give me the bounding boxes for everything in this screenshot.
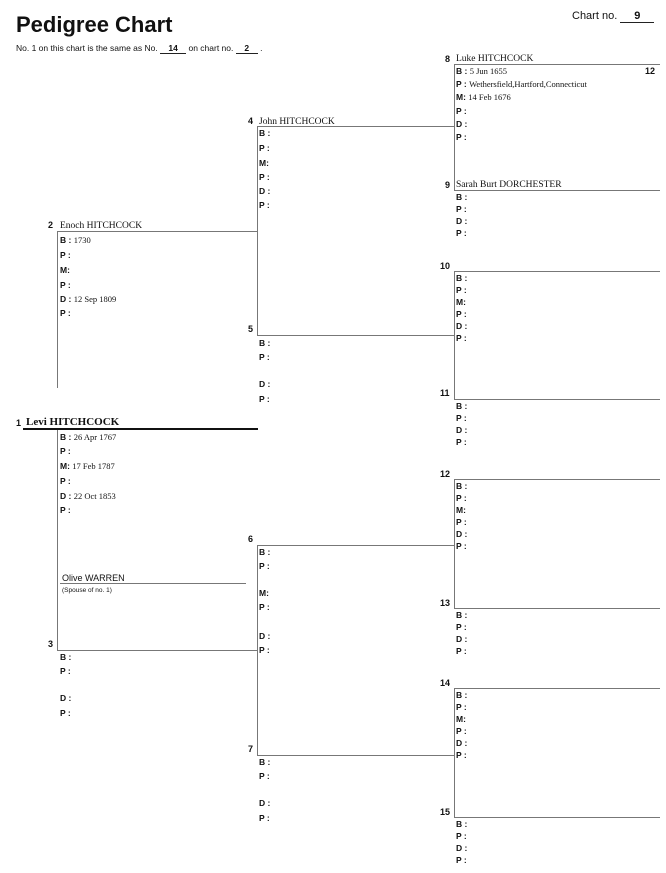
- person-3-birth-label: B :: [60, 652, 72, 662]
- chart-number-value: 9: [620, 10, 654, 23]
- person-12-number: 12: [440, 469, 451, 479]
- person-4-birth-label: B :: [259, 128, 271, 138]
- person-10-marriage-place-label: P :: [456, 309, 467, 319]
- person-5-number: 5: [248, 324, 254, 334]
- person-8-number: 8: [445, 54, 451, 64]
- person-8-marriage-place-label: P :: [456, 106, 467, 116]
- person-11-birth-label: B :: [456, 401, 468, 411]
- person-8-birth-place: [456, 79, 587, 89]
- page-title: Pedigree Chart: [16, 12, 173, 37]
- person-7-birth-place-label: P :: [259, 771, 270, 781]
- person-1-death: [60, 491, 116, 501]
- person-8-birth: [456, 66, 507, 76]
- person-14-death-place-label: P :: [456, 750, 467, 760]
- person-2-birth: [60, 235, 91, 245]
- person-3-death-place-label: P :: [60, 708, 71, 718]
- person-5-birth-label: B :: [259, 338, 271, 348]
- person-5-death-label: D :: [259, 379, 271, 389]
- person-10-death-label: D :: [456, 321, 468, 331]
- person-12-birth-label: B :: [456, 481, 468, 491]
- person-4-name: John HITCHCOCK: [259, 117, 335, 127]
- person-7-number: 7: [248, 744, 254, 754]
- person-6-death-label: D :: [259, 631, 271, 641]
- chart-number-label: Chart no.: [572, 10, 618, 22]
- birth-label: B :: [456, 66, 468, 76]
- person-2-death: [60, 294, 116, 304]
- person-8-marriage: [456, 92, 511, 102]
- person-4-marriage-label: M:: [259, 158, 269, 168]
- person-6-marriage-label: M:: [259, 588, 269, 598]
- person-14-marriage-place-label: P :: [456, 726, 467, 736]
- person-4-marriage-place-label: P :: [259, 172, 270, 182]
- person-6-birth-place-label: P :: [259, 561, 270, 571]
- person-1-name: Levi HITCHCOCK: [26, 416, 120, 428]
- person-14-number: 14: [440, 678, 451, 688]
- person-8-name: Luke HITCHCOCK: [456, 54, 534, 64]
- person-1-death-place-label: P :: [60, 505, 71, 515]
- spouse-line: [60, 583, 246, 584]
- person-4-number: 4: [248, 116, 254, 126]
- person-14-marriage-label: M:: [456, 714, 466, 724]
- same-as-note: [16, 43, 263, 54]
- line-person-12: [454, 479, 660, 480]
- person-1-death-date: 22 Oct 1853: [73, 491, 116, 501]
- person-2-birth-place-label: P :: [60, 250, 71, 260]
- person-15-death-label: D :: [456, 843, 468, 853]
- person-6-marriage-place-label: P :: [259, 602, 270, 612]
- person-11-number: 11: [440, 388, 450, 398]
- person-12-birth-place-label: P :: [456, 493, 467, 503]
- bracket-5: [454, 271, 455, 399]
- note-chart-number: 2: [236, 43, 258, 54]
- person-4-death-label: D :: [259, 186, 271, 196]
- person-2-marriage-label: M:: [60, 265, 70, 275]
- spouse-name: Olive WARREN: [62, 573, 125, 583]
- line-person-13: [454, 608, 660, 609]
- note-middle: on chart no.: [188, 43, 234, 53]
- spouse-caption: (Spouse of no. 1): [62, 587, 112, 594]
- person-9-name: Sarah Burt DORCHESTER: [456, 180, 562, 190]
- line-person-11: [454, 399, 660, 400]
- person-10-birth-place-label: P :: [456, 285, 467, 295]
- person-9-birth-place-label: P :: [456, 204, 467, 214]
- person-8-birth-date: 5 Jun 1655: [469, 66, 508, 76]
- person-5-birth-place-label: P :: [259, 352, 270, 362]
- person-15-birth-place-label: P :: [456, 831, 467, 841]
- person-12-marriage-label: M:: [456, 505, 466, 515]
- person-15-death-place-label: P :: [456, 855, 467, 865]
- person-2-death-place-label: P :: [60, 308, 71, 318]
- line-person-15: [454, 817, 660, 818]
- bracket-1-upper: [57, 231, 58, 388]
- person-13-death-place-label: P :: [456, 646, 467, 656]
- person-6-death-place-label: P :: [259, 645, 270, 655]
- person-8-birth-place-value: Wethersfield,Hartford,Connecticut: [469, 79, 587, 89]
- line-person-2: [57, 231, 258, 232]
- person-15-birth-label: B :: [456, 819, 468, 829]
- person-10-marriage-label: M:: [456, 297, 466, 307]
- place-label: P :: [456, 79, 467, 89]
- person-13-birth-place-label: P :: [456, 622, 467, 632]
- person-14-death-label: D :: [456, 738, 468, 748]
- person-3-number: 3: [48, 639, 54, 649]
- person-11-birth-place-label: P :: [456, 413, 467, 423]
- person-5-death-place-label: P :: [259, 394, 270, 404]
- chart-number: [572, 10, 654, 23]
- person-8-marriage-date: 14 Feb 1676: [468, 92, 511, 102]
- person-9-number: 9: [445, 180, 451, 190]
- person-4-birth-place-label: P :: [259, 143, 270, 153]
- person-2-number: 2: [48, 220, 54, 230]
- line-person-10: [454, 271, 660, 272]
- person-13-birth-label: B :: [456, 610, 468, 620]
- line-person-3: [57, 650, 258, 651]
- person-6-birth-label: B :: [259, 547, 271, 557]
- person-7-death-label: D :: [259, 798, 271, 808]
- person-1-birth-place-label: P :: [60, 446, 71, 456]
- line-person-6: [257, 545, 455, 546]
- person-1-birth-date: 26 Apr 1767: [73, 432, 117, 442]
- line-person-7: [257, 755, 455, 756]
- line-person-14: [454, 688, 660, 689]
- person-14-birth-place-label: P :: [456, 702, 467, 712]
- line-person-8: [454, 64, 660, 65]
- bracket-1-lower: [57, 430, 58, 650]
- marriage-label: M:: [60, 461, 70, 471]
- person-2-name: Enoch HITCHCOCK: [60, 221, 143, 231]
- note-same-as-number: 14: [160, 43, 186, 54]
- person-1-marriage: [60, 461, 115, 471]
- person-3-birth-place-label: P :: [60, 666, 71, 676]
- person-8-death-place-label: P :: [456, 132, 467, 142]
- person-1-number: 1: [16, 418, 22, 428]
- bracket-3: [257, 545, 258, 755]
- death-label: D :: [60, 294, 72, 304]
- person-14-birth-label: B :: [456, 690, 468, 700]
- person-12-marriage-place-label: P :: [456, 517, 467, 527]
- note-suffix: .: [260, 43, 263, 53]
- note-prefix: No. 1 on this chart is the same as No.: [16, 43, 158, 53]
- birth-label: B :: [60, 235, 72, 245]
- person-11-death-label: D :: [456, 425, 468, 435]
- person-1-marriage-date: 17 Feb 1787: [72, 461, 115, 471]
- person-10-death-place-label: P :: [456, 333, 467, 343]
- person-7-death-place-label: P :: [259, 813, 270, 823]
- bracket-6: [454, 479, 455, 608]
- person-9-birth-label: B :: [456, 192, 468, 202]
- person-8-continued-chart: 12: [645, 66, 656, 76]
- person-15-number: 15: [440, 807, 451, 817]
- person-13-death-label: D :: [456, 634, 468, 644]
- person-4-death-place-label: P :: [259, 200, 270, 210]
- person-10-birth-label: B :: [456, 273, 468, 283]
- person-13-number: 13: [440, 598, 451, 608]
- line-person-5: [257, 335, 455, 336]
- person-2-marriage-place-label: P :: [60, 280, 71, 290]
- person-2-death-date: 12 Sep 1809: [73, 294, 117, 304]
- person-1-birth: [60, 432, 116, 442]
- person-3-death-label: D :: [60, 693, 72, 703]
- person-2-birth-date: 1730: [73, 235, 91, 245]
- birth-label: B :: [60, 432, 72, 442]
- marriage-label: M:: [456, 92, 466, 102]
- death-label: D :: [60, 491, 72, 501]
- bracket-2: [257, 126, 258, 335]
- person-8-death-label: D :: [456, 119, 468, 129]
- person-6-number: 6: [248, 534, 254, 544]
- person-1-marriage-place-label: P :: [60, 476, 71, 486]
- person-12-death-place-label: P :: [456, 541, 467, 551]
- person-9-death-place-label: P :: [456, 228, 467, 238]
- person-12-death-label: D :: [456, 529, 468, 539]
- person-11-death-place-label: P :: [456, 437, 467, 447]
- person-7-birth-label: B :: [259, 757, 271, 767]
- person-10-number: 10: [440, 261, 451, 271]
- line-person-9: [454, 190, 660, 191]
- bracket-7: [454, 688, 455, 817]
- bracket-4: [454, 64, 455, 190]
- person-9-death-label: D :: [456, 216, 468, 226]
- line-person-1: [23, 428, 258, 430]
